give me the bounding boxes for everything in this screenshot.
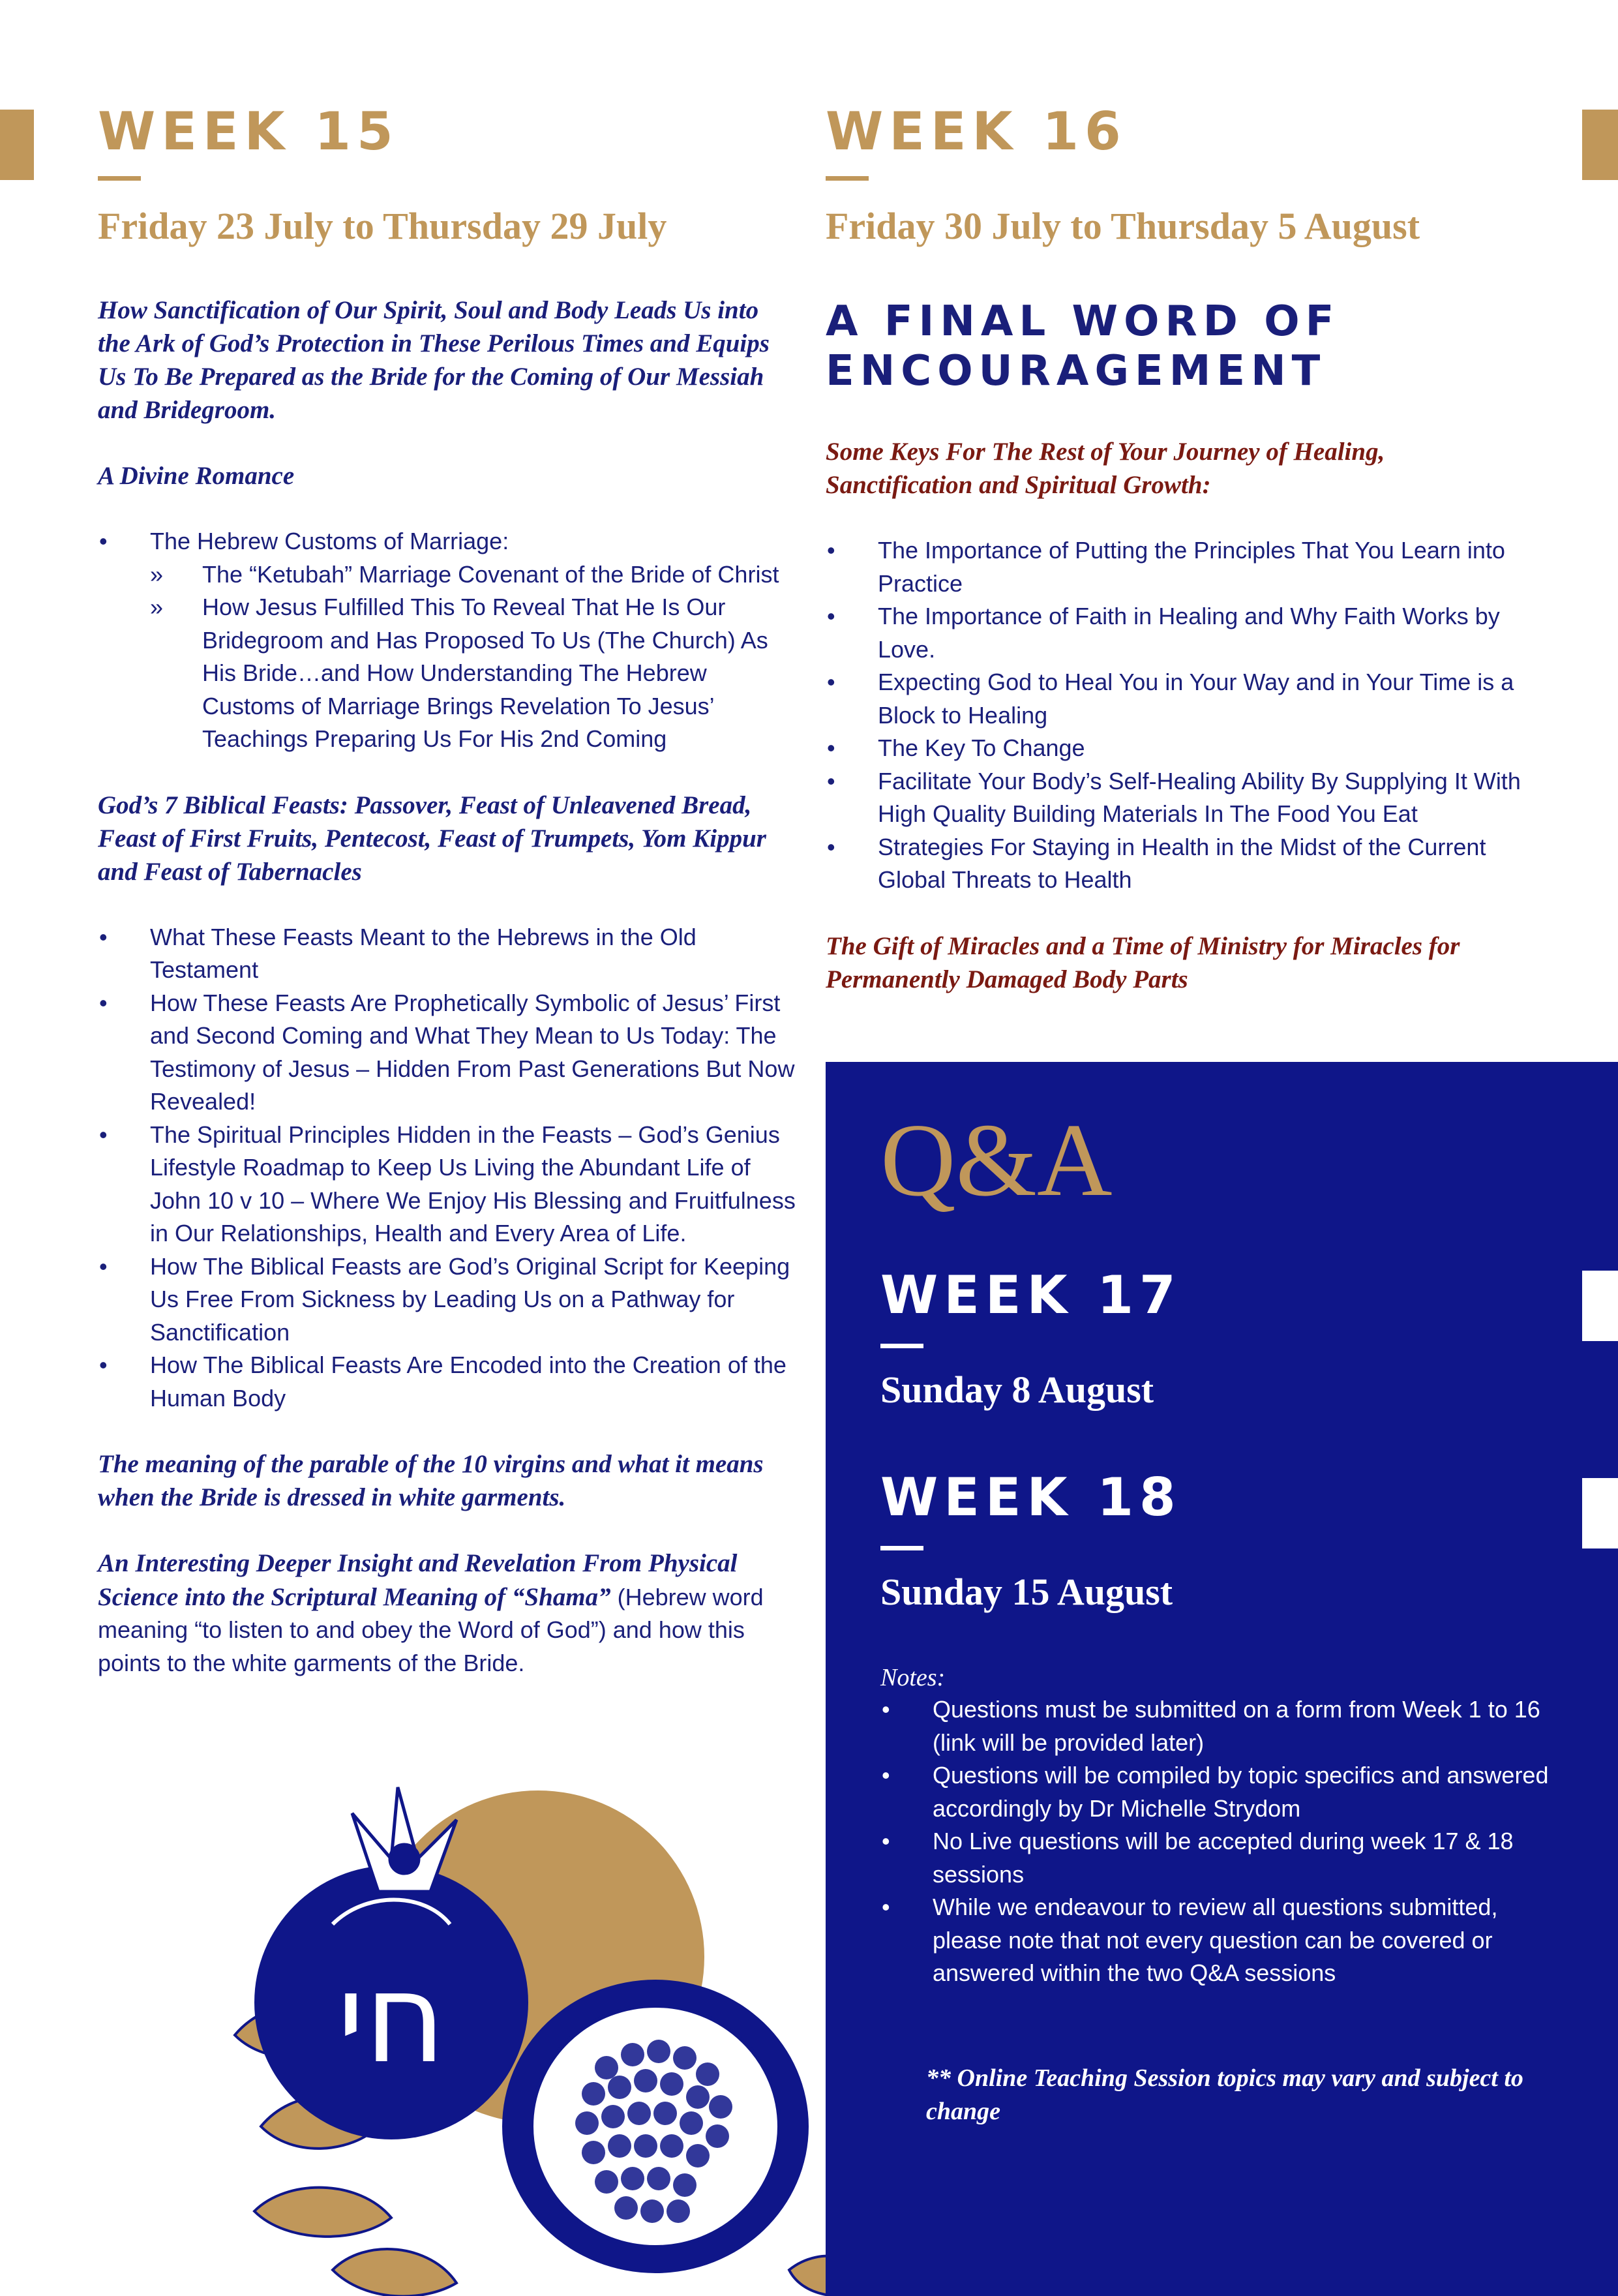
whole-pomegranate	[254, 1865, 528, 2139]
list-item: • How These Feasts Are Prophetically Symbolic of Jesus’ First and Second Coming and What They Mean to Us Today: The Testimony of Jesus – Hidden From Past Generations But Now Revealed!	[98, 987, 796, 1119]
list-item: • How The Biblical Feasts Are Encoded into the Creation of the Human Body	[98, 1349, 796, 1415]
list-item	[98, 525, 796, 756]
list-item: • The Importance of Faith in Healing and Why Faith Works by Love.	[826, 600, 1530, 666]
week17-title: WEEK 17	[880, 1265, 1182, 1325]
list-item: • Strategies For Staying in Health in the Midst of the Current Global Threats to Health	[826, 831, 1530, 897]
week17-date: Sunday 8 August	[880, 1368, 1154, 1411]
week16-heading	[826, 297, 1530, 396]
list-item: • No Live questions will be accepted during week 17 & 18 sessions	[880, 1825, 1572, 1891]
week15-title: WEEK 15	[98, 101, 399, 162]
left-gold-tab	[0, 110, 34, 180]
week18-white-tab	[1582, 1478, 1618, 1548]
miracles-text: The Gift of Miracles and a Time of Ministry for Miracles for Permanently Damaged Body Parts	[826, 931, 1460, 993]
week17-dash	[880, 1344, 923, 1348]
week15-subheading: A Divine Romance	[98, 462, 295, 490]
hebrew-chai-glyph: חי	[337, 1946, 446, 2091]
shama-heading: An Interesting Deeper Insight and Revelation From Physical Science into the Scriptural Meaning of “Shama”	[98, 1549, 738, 1611]
list-item: • The Key To Change	[826, 732, 1530, 765]
notes-list	[880, 1693, 1572, 1990]
list-item: • Expecting God to Heal You in Your Way and in Your Time is a Block to Healing	[826, 666, 1530, 732]
parable-text: The meaning of the parable of the 10 virgins and what it means when the Bride is dressed in white garments.	[98, 1450, 764, 1511]
week18-dash	[880, 1546, 923, 1550]
week17-white-tab	[1582, 1271, 1618, 1341]
disclaimer: ** Online Teaching Session topics may vary and subject to change	[926, 2064, 1523, 2125]
keys-heading: Some Keys For The Rest of Your Journey of Healing, Sanctification and Spiritual Growth:	[826, 438, 1385, 499]
list-item: • How The Biblical Feasts are God’s Original Script for Keeping Us Free From Sickness by Leading Us on a Pathway for Sanctification	[98, 1250, 796, 1350]
week18-date: Sunday 15 August	[880, 1571, 1173, 1613]
right-gold-tab	[1582, 110, 1618, 180]
week18-title: WEEK 18	[880, 1467, 1182, 1528]
feasts-heading: God’s 7 Biblical Feasts: Passover, Feast of Unleavened Bread, Feast of First Fruits, Pentecost, Feast of Trumpets, Yom Kippur and Feast of Tabernacles	[98, 791, 766, 886]
list-item: » The “Ketubah” Marriage Covenant of the Bride of Christ	[150, 558, 796, 592]
week15-intro: How Sanctification of Our Spirit, Soul and Body Leads Us into the Ark of God’s Protection in These Perilous Times and Equips Us To Be Prepared as the Bride for the Coming of Our Messiah and Bridegroom.	[98, 296, 770, 424]
marriage-label: The Hebrew Customs of Marriage:	[150, 528, 509, 554]
qa-panel	[826, 1062, 1618, 2296]
shama-paragraph	[98, 1547, 796, 1680]
notes-section	[880, 1662, 1572, 2128]
week16-dash	[826, 176, 869, 181]
list-item: • Questions will be compiled by topic specifics and answered accordingly by Dr Michelle Strydom	[880, 1759, 1572, 1825]
cut-pomegranate	[502, 1980, 809, 2273]
week15-date: Friday 23 July to Thursday 29 July	[98, 205, 667, 247]
notes-label: Notes:	[880, 1664, 946, 1691]
week16-date: Friday 30 July to Thursday 5 August	[826, 205, 1420, 247]
list-item: • Questions must be submitted on a form from Week 1 to 16 (link will be provided later)	[880, 1693, 1572, 1759]
list-item: • What These Feasts Meant to the Hebrews in the Old Testament	[98, 921, 796, 987]
week15-content	[98, 294, 796, 1680]
week16-content	[826, 297, 1530, 996]
list-item: • The Importance of Putting the Principles That You Learn into Practice	[826, 534, 1530, 600]
list-item: • While we endeavour to review all questions submitted, please note that not every question can be covered or answered within the two Q&A sessions	[880, 1891, 1572, 1990]
week15-dash	[98, 176, 141, 181]
list-item: • Facilitate Your Body’s Self-Healing Ability By Supplying It With High Quality Building Materials In The Food You Eat	[826, 765, 1530, 831]
week16-title: WEEK 16	[826, 101, 1127, 162]
shama-body: (Hebrew word meaning “to listen to and obey the Word of God”) and how this points to the white garments of the Bride.	[98, 1583, 764, 1676]
pomegranate-illustration	[215, 1761, 906, 2296]
feasts-list	[98, 921, 796, 1415]
marriage-sublist	[150, 558, 796, 756]
qa-title: Q&A	[880, 1102, 1113, 1218]
keys-list	[826, 534, 1530, 897]
list-item: • The Spiritual Principles Hidden in the Feasts – God’s Genius Lifestyle Roadmap to Keep Us Living the Abundant Life of John 10 v 10 – Where We Enjoy His Blessing and Fruitfulness in Our Relationships, Health and Every Area of Life.	[98, 1119, 796, 1250]
list-item: » How Jesus Fulfilled This To Reveal That He Is Our Bridegroom and Has Proposed To Us (The Church) As His Bride…and How Understanding The Hebrew Customs of Marriage Brings Revelation To Jesus’ Teachings Preparing Us For His 2nd Coming	[150, 591, 796, 756]
marriage-list	[98, 525, 796, 756]
week16-heading-line2: ENCOURAGEMENT	[826, 347, 1326, 395]
week16-heading-line1: A FINAL WORD OF	[826, 297, 1340, 346]
